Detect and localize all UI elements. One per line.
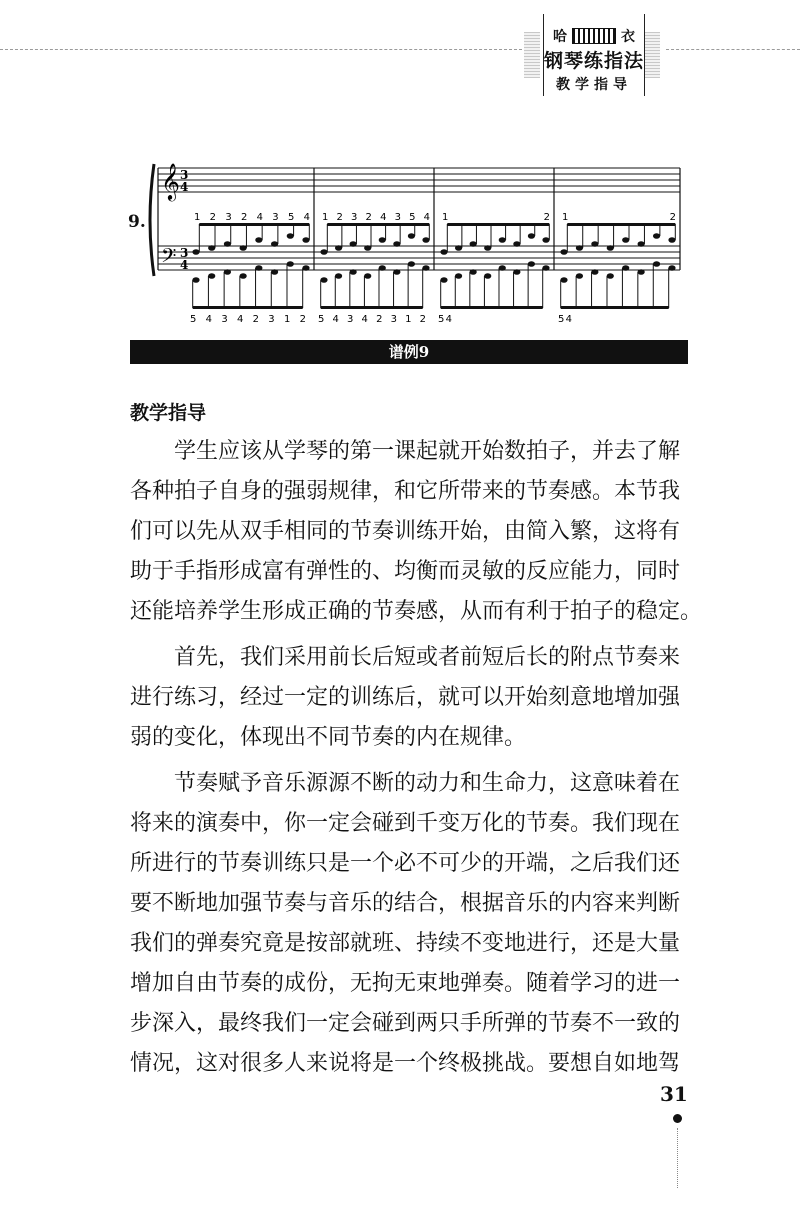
lower-note-head	[208, 273, 215, 279]
text-line: 学生应该从学琴的第一课起就开始数拍子，并去了解	[130, 439, 681, 464]
lower-note-head	[379, 265, 386, 271]
lower-beam	[321, 306, 423, 309]
upper-note-head	[422, 237, 429, 243]
lower-note-head	[622, 265, 629, 271]
lower-fingering: 5 4 3 4 2 3 1 2	[190, 314, 306, 325]
lower-note-head	[393, 269, 400, 275]
upper-note-head	[440, 249, 447, 255]
lower-note-head	[350, 269, 357, 275]
upper-note-head	[408, 233, 415, 239]
lower-note-head	[653, 261, 660, 267]
upper-note-head	[576, 245, 583, 251]
upper-note-head	[335, 245, 342, 251]
lower-note-head	[271, 269, 278, 275]
lower-note-head	[638, 269, 645, 275]
lower-note-head	[192, 277, 199, 283]
upper-note-head	[499, 237, 506, 243]
text-line: 弱的变化，体现出不同节奏的内在规律。	[130, 725, 527, 750]
text-line: 将来的演奏中，你一定会碰到千变万化的节奏。我们现在	[130, 811, 681, 836]
text-line: 进行练习，经过一定的训练后，就可以开始刻意地增加强	[130, 685, 681, 710]
treble-time-signature-top: 3	[180, 168, 189, 182]
text-line: 助于手指形成富有弹性的、均衡而灵敏的反应能力，同时	[130, 559, 681, 584]
text-line: 我们的弹奏究竟是按部就班、持续不变地进行，还是大量	[130, 931, 681, 956]
lower-fingering: 5 4	[438, 314, 452, 325]
upper-fingering: 1 2 3 2 4 3 5 4	[194, 212, 310, 223]
piano-keys-icon	[572, 28, 616, 44]
lower-note-head	[591, 269, 598, 275]
header-brand-left: 哈	[553, 29, 567, 45]
lower-fingering: 5 4	[558, 314, 572, 325]
text-line: 首先，我们采用前长后短或者前短后长的附点节奏来	[130, 645, 681, 670]
header-ornament-right	[644, 32, 660, 78]
upper-beam	[567, 223, 675, 226]
text-line: 节奏赋予音乐源源不断的动力和生命力，这意味着在	[130, 771, 681, 796]
page-rule	[677, 1128, 678, 1188]
page-number: 31	[660, 1082, 688, 1106]
text-line: 增加自由节奏的成份，无拘无束地弹奏。随着学习的进一	[130, 971, 681, 996]
upper-note-head	[271, 241, 278, 247]
lower-note-head	[224, 269, 231, 275]
upper-note-head	[287, 233, 294, 239]
upper-note-head	[224, 241, 231, 247]
header-brand-right: 衣	[621, 29, 635, 45]
text-line: 各种拍子自身的强弱规律，和它所带来的节奏感。本节我	[130, 479, 681, 504]
lower-note-head	[499, 265, 506, 271]
header-section-title: 教学指导	[556, 77, 632, 93]
treble-clef-icon: 𝄞	[161, 162, 180, 200]
lower-note-head	[240, 273, 247, 279]
upper-note-head	[255, 237, 262, 243]
upper-note-head	[591, 241, 598, 247]
text-line: 步深入，最终我们一定会碰到两只手所弹的节奏不一致的	[130, 1011, 681, 1036]
upper-beam	[447, 223, 549, 226]
section-heading: 教学指导	[130, 402, 207, 424]
paragraph	[130, 432, 703, 632]
text-line: 所进行的节奏训练只是一个必不可少的开端，之后我们还	[130, 851, 681, 876]
page-dot	[673, 1114, 682, 1123]
bass-time-signature-top: 3	[180, 246, 189, 260]
lower-beam	[441, 306, 543, 309]
header-brand	[544, 26, 644, 46]
upper-note-head	[484, 245, 491, 251]
upper-fingering: 1 2	[562, 212, 676, 223]
caption-bar	[130, 340, 688, 364]
text-line: 们可以先从双手相同的节奏训练开始，由简入繁，这将有	[130, 519, 681, 544]
lower-note-head	[320, 277, 327, 283]
grand-staff-brace	[150, 164, 154, 276]
lower-note-head	[455, 273, 462, 279]
header-book-title: 钢琴练指法	[544, 50, 645, 72]
upper-note-head	[513, 241, 520, 247]
upper-beam	[199, 223, 309, 226]
upper-note-head	[350, 241, 357, 247]
header-ornament-left	[524, 32, 540, 78]
upper-beam	[327, 223, 429, 226]
paragraph	[130, 764, 690, 1084]
upper-note-head	[302, 237, 309, 243]
example-number: 9.	[128, 212, 146, 232]
bass-clef-icon: 𝄢	[161, 244, 177, 272]
header-rule-left	[0, 49, 522, 50]
text-line: 要不断地加强节奏与音乐的结合，根据音乐的内容来判断	[130, 891, 681, 916]
lower-note-head	[513, 269, 520, 275]
upper-note-head	[542, 237, 549, 243]
upper-note-head	[455, 245, 462, 251]
score-drawing	[128, 150, 688, 330]
text-line: 还能培养学生形成正确的节奏感，从而有利于拍子的稳定。	[130, 599, 703, 624]
upper-fingering: 1 2 3 2 4 3 5 4	[322, 212, 430, 223]
lower-note-head	[335, 273, 342, 279]
upper-note-head	[528, 233, 535, 239]
lower-note-head	[287, 261, 294, 267]
upper-note-head	[470, 241, 477, 247]
lower-note-head	[668, 265, 675, 271]
upper-note-head	[379, 237, 386, 243]
lower-note-head	[542, 265, 549, 271]
lower-beam	[561, 306, 669, 309]
body-text	[130, 432, 703, 1084]
lower-fingering: 5 4 3 4 2 3 1 2	[318, 314, 426, 325]
lower-note-head	[302, 265, 309, 271]
lower-note-head	[576, 273, 583, 279]
upper-fingering: 1 2	[442, 212, 550, 223]
text-line: 情况，这对很多人来说将是一个终极挑战。要想自如地驾	[130, 1051, 681, 1076]
music-score	[128, 150, 688, 330]
paragraph	[130, 638, 690, 758]
lower-note-head	[470, 269, 477, 275]
lower-note-head	[440, 277, 447, 283]
lower-note-head	[422, 265, 429, 271]
upper-note-head	[638, 241, 645, 247]
bass-time-signature-bottom: 4	[180, 258, 189, 272]
upper-note-head	[607, 245, 614, 251]
lower-note-head	[408, 261, 415, 267]
lower-note-head	[528, 261, 535, 267]
example-caption: 谱例9	[388, 343, 430, 361]
upper-note-head	[668, 237, 675, 243]
running-header	[543, 14, 645, 96]
lower-beam	[193, 306, 303, 309]
lower-note-head	[484, 273, 491, 279]
upper-note-head	[320, 249, 327, 255]
header-rule-right	[666, 49, 800, 50]
lower-note-head	[607, 273, 614, 279]
upper-note-head	[560, 249, 567, 255]
upper-note-head	[364, 245, 371, 251]
upper-note-head	[192, 249, 199, 255]
lower-note-head	[364, 273, 371, 279]
upper-note-head	[240, 245, 247, 251]
upper-note-head	[208, 245, 215, 251]
lower-note-head	[560, 277, 567, 283]
lower-note-head	[255, 265, 262, 271]
treble-time-signature-bottom: 4	[180, 180, 189, 194]
upper-note-head	[622, 237, 629, 243]
upper-note-head	[393, 241, 400, 247]
upper-note-head	[653, 233, 660, 239]
